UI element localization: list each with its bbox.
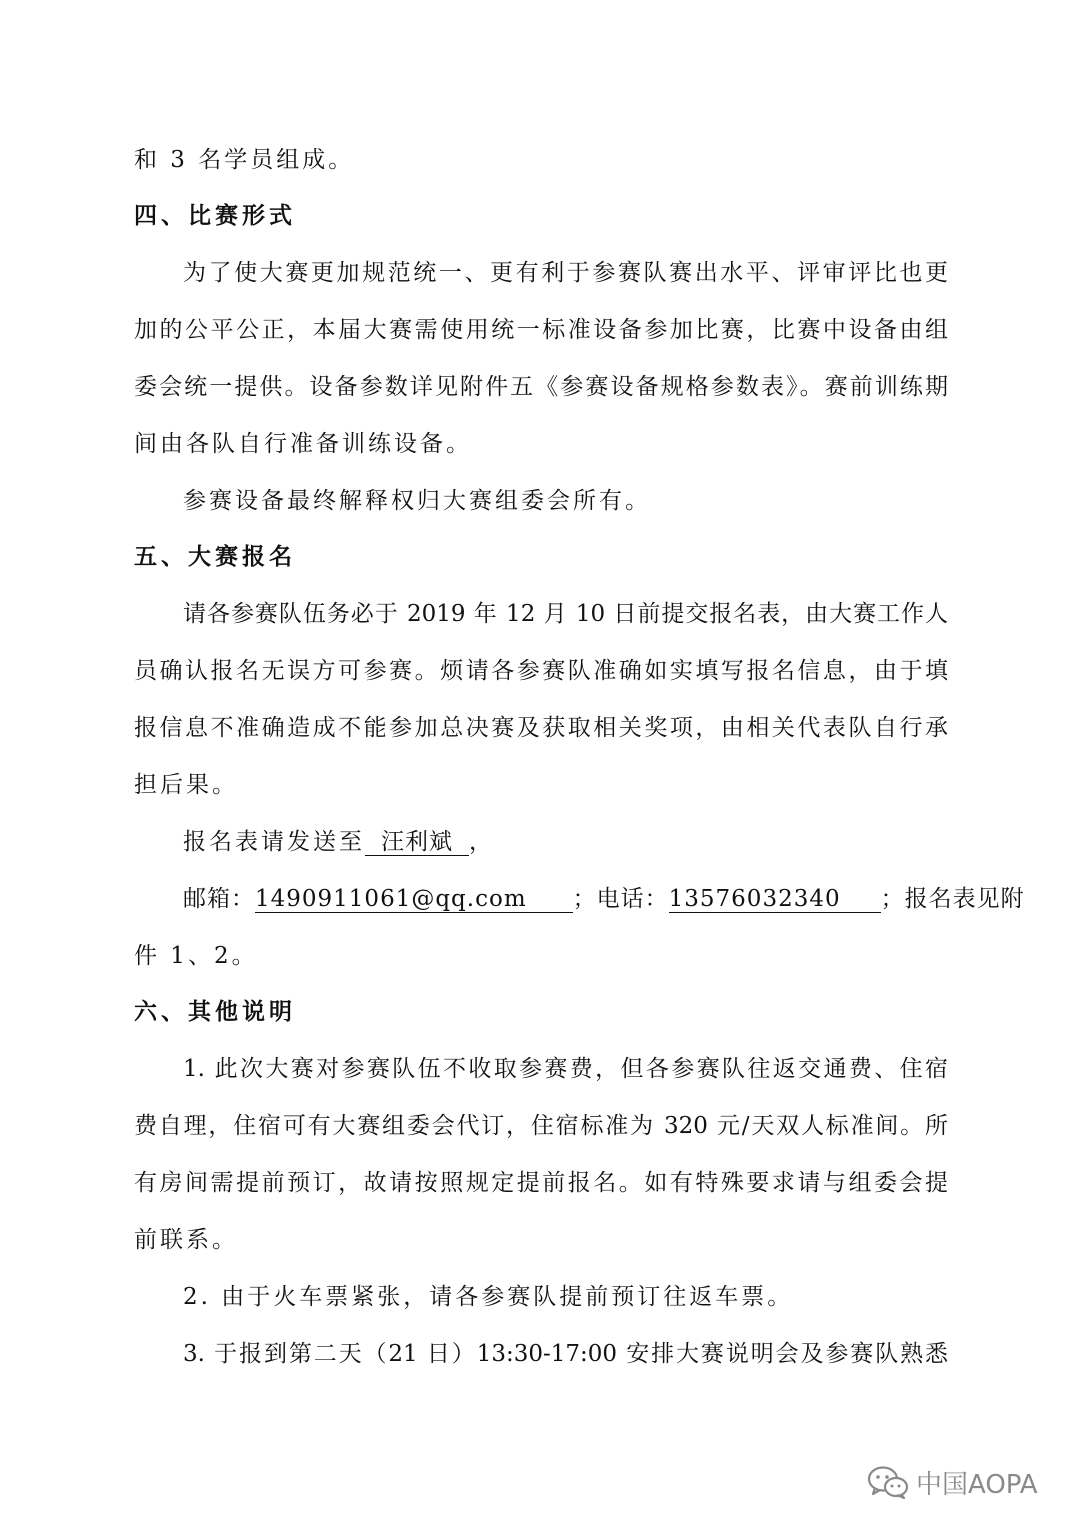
contact-info-line (183, 883, 1025, 915)
paragraph-line: 间由各队自行准备训练设备。 (134, 431, 472, 457)
wechat-icon (866, 1464, 910, 1500)
paragraph-line: 报信息不准确造成不能参加总决赛及获取相关奖项，由相关代表队自行承 (134, 715, 948, 741)
contact-line (183, 826, 495, 858)
paragraph-line: 参赛设备最终解释权归大赛组委会所有。 (183, 488, 651, 514)
section-heading-5: 五、大赛报名 (134, 544, 296, 570)
phone-label: ；电话： (572, 886, 669, 912)
list-item-line: 有房间需提前预订，故请按照规定提前报名。如有特殊要求请与组委会提 (134, 1170, 948, 1196)
paragraph-line: 委会统一提供。设备参数详见附件五《参赛设备规格参数表》。赛前训练期 (134, 374, 948, 400)
email-label: 邮箱： (183, 886, 255, 912)
paragraph-line: 员确认报名无误方可参赛。烦请各参赛队准确如实填写报名信息，由于填 (134, 658, 948, 684)
contact-suffix: ， (469, 829, 495, 855)
section-heading-4: 四、比赛形式 (134, 203, 296, 229)
list-item-line: 前联系。 (134, 1227, 238, 1253)
list-item-line: 费自理，住宿可有大赛组委会代订，住宿标准为 320 元/天双人标准间。所 (134, 1113, 948, 1139)
paragraph-line: 件 1、2。 (134, 943, 258, 969)
paragraph-line: 加的公平公正，本届大赛需使用统一标准设备参加比赛，比赛中设备由组 (134, 317, 948, 343)
contact-prefix: 报名表请发送至 (183, 829, 365, 855)
contact-name: 汪利斌 (365, 829, 469, 856)
list-item-line: 2. 由于火车票紧张，请各参赛队提前预订往返车票。 (183, 1284, 794, 1310)
paragraph-line: 为了使大赛更加规范统一、更有利于参赛队赛出水平、评审评比也更 (183, 260, 948, 286)
paragraph-line: 请各参赛队伍务必于 2019 年 12 月 10 日前提交报名表，由大赛工作人 (183, 601, 948, 627)
email-value: 1490911061@qq.com (255, 886, 573, 913)
paragraph-line: 和 3 名学员组成。 (134, 147, 355, 173)
list-item-line: 1. 此次大赛对参赛队伍不收取参赛费，但各参赛队往返交通费、住宿 (183, 1056, 948, 1082)
watermark-text: 中国AOPA (916, 1469, 1038, 1500)
contact-info-suffix: ；报名表见附 (880, 886, 1025, 912)
phone-value: 13576032340 (669, 886, 881, 913)
list-item-line: 3. 于报到第二天（21 日）13:30-17:00 安排大赛说明会及参赛队熟悉 (183, 1341, 948, 1367)
section-heading-6: 六、其他说明 (134, 999, 296, 1025)
paragraph-line: 担后果。 (134, 772, 238, 798)
watermark (866, 1464, 1038, 1500)
